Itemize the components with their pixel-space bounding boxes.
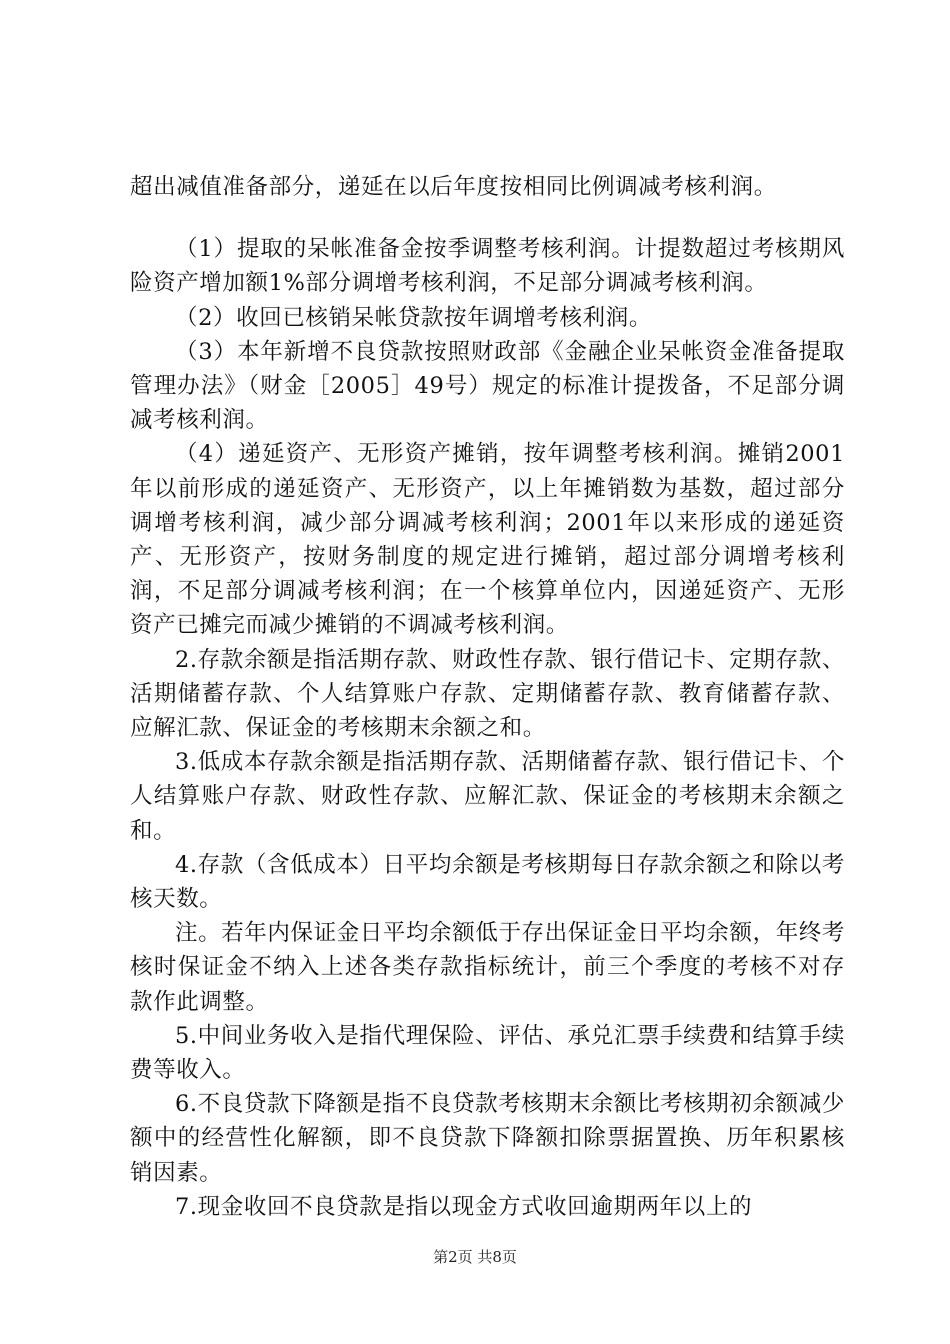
paragraph-daily-average: 4.存款（含低成本）日平均余额是考核期每日存款余额之和除以考核天数。 [130,851,845,913]
paragraph-item-2: （2）收回已核销呆帐贷款按年调增考核利润。 [175,304,652,331]
paragraph-continuation: 超出减值准备部分，递延在以后年度按相同比例调减考核利润。 [130,174,777,200]
paragraph-cash-recovery: 7.现金收回不良贷款是指以现金方式收回逾期两年以上的 [175,1193,753,1220]
paragraph-item-1: （1）提取的呆帐准备金按季调整考核利润。计提数超过考核期风险资产增加额1%部分调增考核利润，不足部分调减考核利润。 [130,236,845,297]
document-body [130,170,845,1224]
paragraph-intermediary-income: 5.中间业务收入是指代理保险、评估、承兑汇票手续费和结算手续费等收入。 [130,1022,845,1084]
paragraph-npl-decrease: 6.不良贷款下降额是指不良贷款考核期末余额比考核期初余额减少额中的经营性化解额，即不良贷款下降额扣除票据置换、历年积累核销因素。 [130,1091,845,1186]
paragraph-item-4: （4）递延资产、无形资产摊销，按年调整考核利润。摊销2001年以前形成的递延资产、无形资产，以上年摊销数为基数，超过部分调增考核利润，减少部分调减考核利润；2001年以来形成的递延资产、无形资产，按财务制度的规定进行摊销，超过部分调增考核利润，不足部分调减考核利润；在一个核算单位内，因递延资产、无形资产已摊完而减少摊销的不调减考核利润。 [130,441,845,639]
paragraph-note: 注。若年内保证金日平均余额低于存出保证金日平均余额，年终考核时保证金不纳入上述各类存款指标统计，前三个季度的考核不对存款作此调整。 [130,920,845,1015]
paragraph-item-3: （3）本年新增不良贷款按照财政部《金融企业呆帐资金准备提取管理办法》（财金［2005］49号）规定的标准计提拨备，不足部分调减考核利润。 [130,338,845,434]
paragraph-low-cost-deposit: 3.低成本存款余额是指活期存款、活期储蓄存款、银行借记卡、个人结算账户存款、财政性存款、应解汇款、保证金的考核期末余额之和。 [130,749,845,844]
paragraph-deposit-balance: 2.存款余额是指活期存款、财政性存款、银行借记卡、定期存款、活期储蓄存款、个人结算账户存款、定期储蓄存款、教育储蓄存款、应解汇款、保证金的考核期末余额之和。 [130,646,845,742]
page-number-footer: 第2页 共8页 [433,1248,517,1266]
